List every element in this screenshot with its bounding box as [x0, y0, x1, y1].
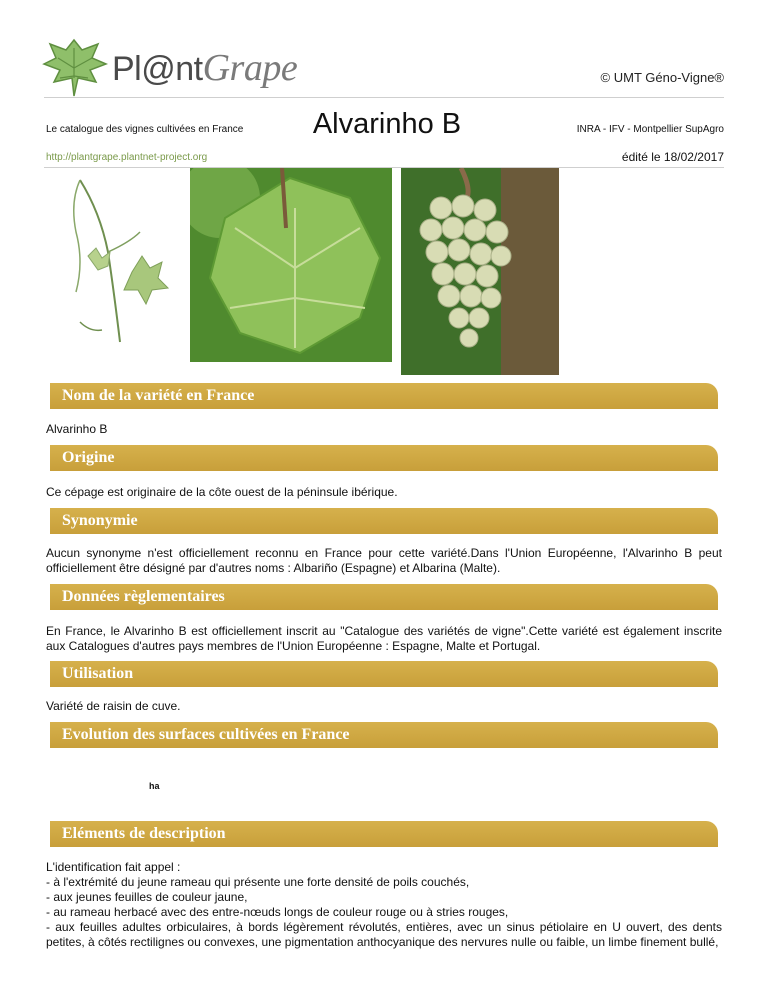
edition-date: édité le 18/02/2017 — [621, 150, 724, 164]
section-header-synonymie: Synonymie — [50, 508, 718, 534]
section-header-reglementaires: Données règlementaires — [50, 584, 718, 610]
section-header-utilisation: Utilisation — [50, 661, 718, 687]
description-line: - aux feuilles adultes orbiculaires, à bords légèrement révolutés, entières, avec un sinus pétiolaire en U ouvert, des dents petites, à côtés rectilignes ou convexes, une pigmentation anthocyanique des nervures nulle ou faible, un limbe finement bullé, — [46, 920, 722, 949]
section-text-utilisation: Variété de raisin de cuve. — [46, 699, 181, 713]
description-line: - aux jeunes feuilles de couleur jaune, — [46, 890, 248, 904]
section-text-origine: Ce cépage est originaire de la côte ouest de la péninsule ibérique. — [46, 485, 398, 499]
section-text-name: Alvarinho B — [46, 422, 108, 436]
header-divider — [44, 97, 724, 98]
section-header-surfaces: Evolution des surfaces cultivées en France — [50, 722, 718, 748]
description-line: - au rameau herbacé avec des entre-nœuds longs de couleur rouge ou à stries rouges, — [46, 905, 509, 919]
shoot-tip-photo — [50, 172, 180, 372]
adult-leaf-photo — [190, 168, 392, 362]
page-title: Alvarinho B — [312, 108, 462, 140]
section-text-description — [46, 860, 722, 950]
grape-leaf-icon — [40, 38, 110, 100]
grape-cluster-photo — [401, 168, 559, 375]
section-header-description: Eléments de description — [50, 821, 718, 847]
section-header-origine: Origine — [50, 445, 718, 471]
site-link[interactable]: http://plantgrape.plantnet-project.org — [46, 152, 208, 163]
section-header-name: Nom de la variété en France — [50, 383, 718, 409]
section-text-reglementaires: En France, le Alvarinho B est officiellement inscrit au "Catalogue des variétés de vigne".Cette variété est également inscrite aux Catalogues d'autres pays membres de l'Union Européenne : Espagne, Malte et Portugal. — [46, 624, 722, 653]
description-line: L'identification fait appel : — [46, 860, 181, 874]
surface-unit-label: ha — [149, 781, 160, 791]
description-line: - à l'extrémité du jeune rameau qui présente une forte densité de poils couchés, — [46, 875, 470, 889]
logo-wordmark: Pl@ntGrape — [112, 47, 298, 89]
institutions: INRA - IFV - Montpellier SupAgro — [576, 124, 724, 135]
copyright: © UMT Géno-Vigne® — [600, 70, 724, 85]
section-text-synonymie: Aucun synonyme n'est officiellement reconnu en France pour cette variété.Dans l'Union Européenne, l'Alvarinho B peut officiellement être désigné par d'autres noms : Albariño (Espagne) et Albarina (Malte). — [46, 546, 722, 575]
catalogue-label: Le catalogue des vignes cultivées en France — [46, 124, 244, 135]
